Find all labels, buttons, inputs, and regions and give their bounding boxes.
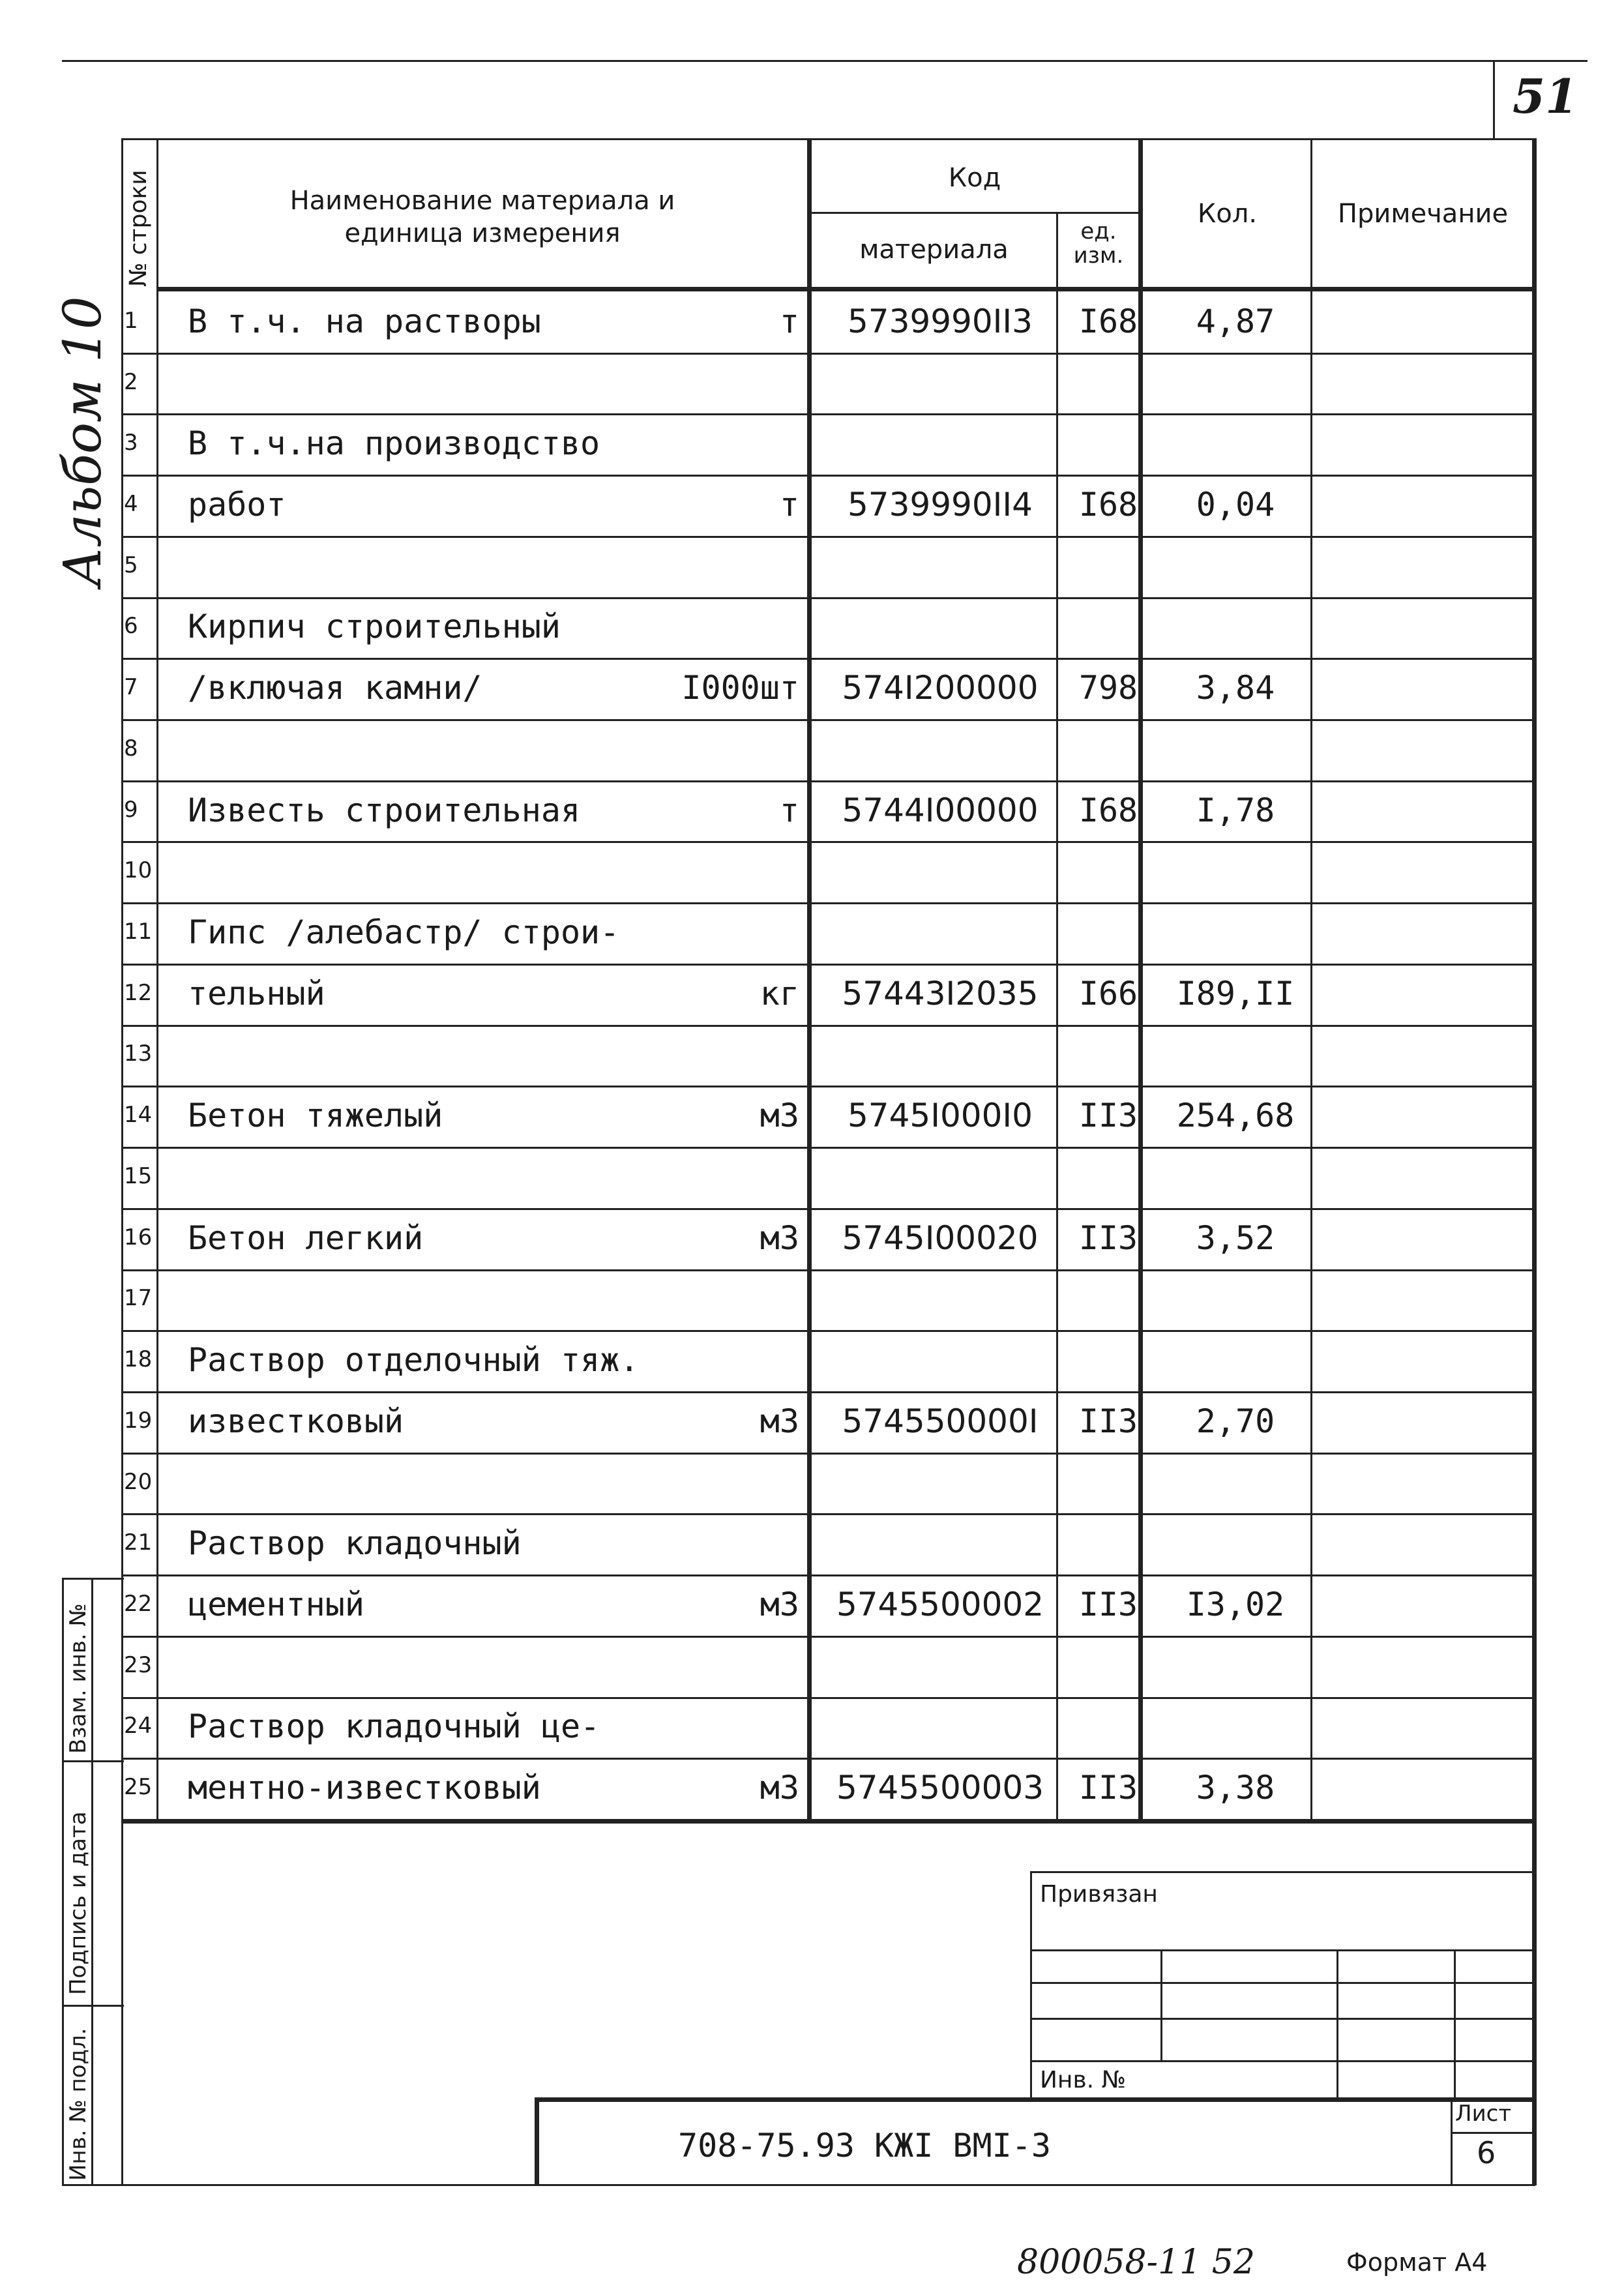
material-name: известковый (188, 1402, 404, 1440)
measure-unit: I000шт (681, 669, 799, 707)
row-number: 23 (124, 1652, 153, 1678)
material-name: Известь строительная (188, 791, 581, 829)
sheet-box-rule (1451, 2132, 1535, 2134)
row-rule (121, 1636, 1536, 1638)
quantity: 3,38 (1196, 1769, 1275, 1807)
material-code: 574550000I (842, 1402, 1039, 1440)
row-rule (121, 902, 1536, 904)
material-name: /включая камни/ (188, 669, 482, 707)
row-rule (121, 1025, 1536, 1027)
unit-col-left-border (1056, 212, 1058, 1819)
sheet-number: 6 (1477, 2135, 1496, 2170)
quantity: 254,68 (1176, 1097, 1295, 1134)
quantity: I,78 (1196, 791, 1275, 829)
header-code: Код (948, 163, 1001, 193)
unit-code: I66 (1078, 975, 1138, 1012)
row-rule (121, 1574, 1536, 1576)
row-rule (121, 719, 1536, 721)
material-name: ментно-известковый (188, 1769, 541, 1807)
code-col-left-border (807, 138, 812, 1819)
row-rule (121, 536, 1536, 538)
unit-code: I68 (1078, 486, 1138, 524)
row-rule (121, 1208, 1536, 1210)
sheet-label: Лист (1455, 2101, 1512, 2127)
material-name: Раствор отделочный тяж. (188, 1341, 640, 1379)
privyazan-col3 (1454, 1949, 1456, 2099)
material-name: тельный (188, 975, 325, 1012)
footer-handwritten-code: 800058-11 52 (1017, 2243, 1255, 2282)
row-rule (121, 964, 1536, 966)
material-name: цементный (188, 1586, 364, 1623)
row-number: 1 (124, 308, 138, 334)
unit-code: I68 (1078, 303, 1138, 340)
privyazan-left (1030, 1871, 1032, 2099)
row-number: 22 (124, 1591, 153, 1617)
row-number: 2 (124, 369, 138, 395)
row-number: 11 (124, 919, 153, 945)
table-top-border (121, 138, 1536, 140)
side-vzam-inv: Взам. инв. № (65, 1603, 91, 1754)
row-rule (121, 780, 1536, 782)
row-number: 15 (124, 1163, 153, 1189)
row-rule (121, 1269, 1536, 1271)
album-label: Альбом 10 (52, 296, 113, 587)
row-rule (121, 1513, 1536, 1515)
rownum-col-border (156, 138, 158, 1819)
material-name: Раствор кладочный це- (188, 1707, 600, 1745)
row-rule (121, 1758, 1536, 1760)
unit-code: II3 (1078, 1769, 1138, 1807)
material-name: Раствор кладочный (188, 1524, 522, 1562)
side-stamp-div1 (62, 1760, 124, 1762)
header-unit-line2: изм. (1073, 243, 1124, 269)
measure-unit: м3 (760, 1769, 799, 1807)
side-stamp-inner (91, 1578, 93, 2184)
unit-code: II3 (1078, 1586, 1138, 1623)
doc-code: 708-75.93 КЖI ВМI-3 (678, 2127, 1051, 2165)
header-qty: Кол. (1197, 199, 1258, 229)
row-number: 20 (124, 1469, 153, 1495)
material-code: 5745I00020 (842, 1219, 1039, 1257)
material-name: В т.ч. на растворы (188, 303, 541, 340)
measure-unit: кг (760, 975, 799, 1012)
row-rule (121, 658, 1536, 660)
side-stamp-div2 (62, 2005, 124, 2007)
material-name: Бетон легкий (188, 1219, 424, 1257)
header-bottom-rule (156, 287, 1535, 291)
unit-code: 798 (1078, 669, 1138, 707)
row-number: 8 (124, 735, 138, 761)
material-name: Бетон тяжелый (188, 1097, 443, 1134)
material-code: 5745500002 (836, 1586, 1044, 1623)
side-stamp-left (62, 1578, 64, 2184)
privyazan-label: Привязан (1040, 1881, 1158, 1908)
privyazan-col1 (1160, 1949, 1162, 2060)
doc-block-top (535, 2097, 1535, 2102)
format-label: Формат А4 (1346, 2248, 1488, 2277)
code-subheader-rule (807, 212, 1140, 214)
row-number: 12 (124, 980, 153, 1006)
row-rule (121, 353, 1536, 355)
row-number: 21 (124, 1530, 153, 1556)
sheet-box-left (1451, 2097, 1453, 2185)
row-rule (121, 841, 1536, 843)
side-inv-podl: Инв. № подл. (65, 2028, 91, 2181)
row-rule (121, 1330, 1536, 1332)
header-name-line2: единица измерения (344, 218, 621, 248)
row-rule (121, 597, 1536, 599)
row-number: 5 (124, 552, 138, 578)
inv-no-label: Инв. № (1040, 2067, 1127, 2093)
header-note: Примечание (1337, 199, 1509, 229)
material-code: 5745500003 (836, 1769, 1044, 1807)
header-material: материала (859, 235, 1009, 265)
measure-unit: м3 (760, 1586, 799, 1623)
page-number-divider (1493, 60, 1495, 138)
row-number: 9 (124, 797, 138, 823)
row-rule (121, 475, 1536, 477)
side-stamp-top (62, 1578, 124, 1580)
row-number: 19 (124, 1408, 153, 1434)
material-code: 5739990II4 (848, 486, 1033, 524)
privyazan-top (1030, 1871, 1535, 1873)
privyazan-rule3 (1030, 2018, 1535, 2020)
quantity: 0,04 (1196, 486, 1275, 524)
unit-code: II3 (1078, 1097, 1138, 1134)
unit-code: II3 (1078, 1402, 1138, 1440)
header-name-line1: Наименование материала и (289, 186, 675, 216)
privyazan-rule4 (1030, 2060, 1535, 2062)
row-number: 14 (124, 1102, 153, 1128)
quantity: 3,84 (1196, 669, 1275, 707)
row-number: 18 (124, 1346, 153, 1372)
row-rule (121, 1086, 1536, 1087)
header-row-no: № строки (125, 170, 152, 287)
material-code: 5744I00000 (842, 791, 1039, 829)
row-number: 4 (124, 491, 138, 517)
side-podpis-data: Подпись и дата (65, 1811, 91, 1995)
material-name: В т.ч.на производство (188, 424, 600, 462)
top-rule (62, 60, 1587, 62)
page-number: 51 (1513, 68, 1578, 124)
row-number: 24 (124, 1713, 153, 1739)
material-name: Кирпич строительный (188, 608, 561, 645)
row-number: 6 (124, 613, 138, 639)
row-rule (121, 1697, 1536, 1699)
table-bottom-rule (121, 1819, 1536, 1824)
privyazan-col2 (1336, 1949, 1338, 2099)
measure-unit: м3 (760, 1402, 799, 1440)
material-code: 5739990II3 (848, 303, 1033, 340)
doc-block-left (535, 2097, 539, 2185)
unit-code: I68 (1078, 791, 1138, 829)
measure-unit: т (779, 303, 799, 340)
material-code: 574I200000 (842, 669, 1039, 707)
privyazan-rule1 (1030, 1949, 1535, 1951)
measure-unit: т (779, 486, 799, 524)
quantity: I89,II (1176, 975, 1295, 1012)
material-code: 5745I000I0 (848, 1097, 1033, 1134)
table-right-border (1532, 138, 1537, 2185)
quantity: I3,02 (1186, 1586, 1285, 1623)
row-number: 3 (124, 430, 138, 456)
row-number: 10 (124, 857, 153, 883)
quantity: 2,70 (1196, 1402, 1275, 1440)
row-number: 16 (124, 1224, 153, 1250)
privyazan-rule2 (1030, 1982, 1535, 1984)
row-number: 13 (124, 1041, 153, 1067)
header-unit-line1: ед. (1080, 218, 1117, 244)
unit-code: II3 (1078, 1219, 1138, 1257)
row-number: 25 (124, 1774, 153, 1800)
measure-unit: м3 (760, 1219, 799, 1257)
row-number: 17 (124, 1285, 153, 1311)
row-rule (121, 1147, 1536, 1149)
measure-unit: т (779, 791, 799, 829)
quantity: 4,87 (1196, 303, 1275, 340)
measure-unit: м3 (760, 1097, 799, 1134)
quantity: 3,52 (1196, 1219, 1275, 1257)
row-rule (121, 1453, 1536, 1455)
material-name: работ (188, 486, 286, 524)
row-number: 7 (124, 674, 138, 700)
side-stamp-bottom (62, 2184, 1535, 2186)
material-code: 57443I2035 (842, 975, 1039, 1012)
row-rule (121, 413, 1536, 415)
row-rule (121, 1391, 1536, 1393)
material-name: Гипс /алебастр/ строи- (188, 913, 620, 951)
